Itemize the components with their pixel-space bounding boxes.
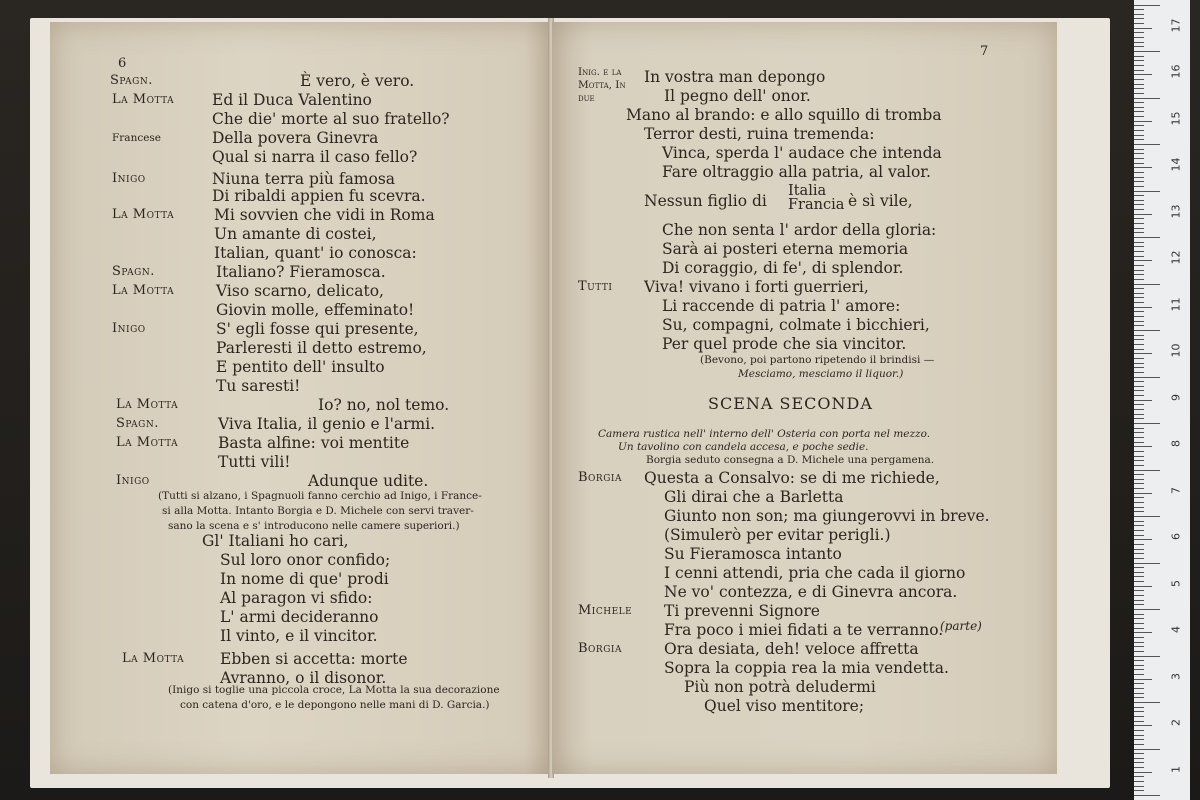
right-page [552, 22, 1057, 774]
verse-line: Ne vo' contezza, e di Ginevra ancora. [664, 583, 958, 601]
verse-line: Mi sovvien che vidi in Roma [214, 206, 435, 224]
ruler-number: 14 [1169, 157, 1183, 172]
speaker-label: Inigo [112, 171, 146, 186]
verse-line: L' armi decideranno [220, 608, 379, 626]
ruler-tick [1134, 125, 1144, 126]
ruler-tick [1134, 702, 1160, 703]
ruler-tick [1134, 325, 1144, 326]
ruler-tick [1134, 139, 1144, 140]
verse-line: I cenni attendi, pria che cada il giorno [664, 564, 966, 582]
ruler-tick [1134, 614, 1144, 615]
ruler-tick [1134, 56, 1144, 57]
ruler-tick [1134, 697, 1144, 698]
speaker-label: Borgia [578, 470, 622, 485]
ruler-tick [1134, 707, 1144, 708]
ruler-tick [1134, 400, 1152, 401]
ruler-tick [1134, 409, 1144, 410]
ruler-tick [1134, 158, 1144, 159]
ruler-tick [1134, 553, 1144, 554]
ruler-tick [1134, 163, 1144, 164]
ruler-tick [1134, 442, 1144, 443]
ruler-tick [1134, 181, 1144, 182]
ruler-tick [1134, 493, 1152, 494]
ruler-tick [1134, 725, 1152, 726]
verse-line: Giunto non son; ma giungerovvi in breve. [664, 507, 990, 525]
verse-line: Fare oltraggio alla patria, al valor. [662, 163, 931, 181]
verse-line: Questa a Consalvo: se di me richiede, [644, 469, 940, 487]
ruler-tick [1134, 18, 1144, 19]
verse-line: Basta alfine: voi mentite [218, 434, 410, 452]
ruler-number: 3 [1169, 672, 1183, 680]
verse-line: Ora desiata, deh! veloce affretta [664, 640, 919, 658]
stage-direction: (Bevono, poi partono ripetendo il brindisi — [700, 354, 935, 366]
ruler-number: 6 [1169, 533, 1183, 540]
verse-line: Li raccende di patria l' amore: [662, 297, 901, 315]
verse-line: Gli dirai che a Barletta [664, 488, 844, 506]
verse-line: Sarà ai posteri eterna memoria [662, 240, 909, 258]
verse-line: Tutti vili! [218, 453, 291, 471]
ruler-tick [1134, 530, 1144, 531]
ruler-number: 1 [1169, 765, 1183, 773]
ruler-tick [1134, 93, 1144, 94]
ruler-number: 16 [1169, 64, 1183, 79]
ruler-tick [1134, 260, 1152, 261]
speaker-label: Borgia [578, 641, 622, 656]
speaker-label: Tutti [578, 279, 613, 294]
ruler-tick [1134, 735, 1144, 736]
ruler-tick [1134, 251, 1144, 252]
stage-direction: con catena d'oro, e le depongono nelle mani di D. Garcia.) [180, 699, 490, 711]
ruler-tick [1134, 302, 1144, 303]
ruler-tick [1134, 749, 1160, 750]
verse-line: Io? no, nol temo. [318, 396, 450, 414]
ruler-tick [1134, 525, 1144, 526]
verse-line: Mano al brando: e allo squillo di tromba [626, 106, 942, 124]
ruler-tick [1134, 60, 1144, 61]
ruler-tick [1134, 716, 1144, 717]
speaker-label: Inigo [112, 321, 146, 336]
ruler-tick [1134, 465, 1144, 466]
ruler-tick [1134, 656, 1160, 657]
ruler-tick [1134, 618, 1144, 619]
ruler-tick [1134, 218, 1144, 219]
ruler-number: 10 [1169, 343, 1183, 358]
ruler-tick [1134, 237, 1160, 238]
speaker-label: La Motta [112, 207, 175, 222]
ruler-tick [1134, 432, 1144, 433]
verse-line: Al paragon vi sfido: [220, 589, 373, 607]
ruler-tick [1134, 674, 1144, 675]
ruler-tick [1134, 200, 1144, 201]
ruler-tick [1134, 223, 1144, 224]
ruler-tick [1134, 214, 1152, 215]
ruler-tick [1134, 451, 1144, 452]
measuring-ruler [1134, 0, 1190, 800]
verse-line: Sul loro onor confido; [220, 551, 391, 569]
ruler-tick [1134, 790, 1144, 791]
ruler-tick [1134, 418, 1144, 419]
ruler-tick [1134, 204, 1144, 205]
verse-line: Viva! vivano i forti guerrieri, [644, 278, 869, 296]
verse-line: Nessun figlio di [644, 192, 767, 210]
ruler-tick [1134, 172, 1144, 173]
ruler-tick [1134, 135, 1144, 136]
ruler-tick [1134, 130, 1144, 131]
ruler-tick [1134, 270, 1144, 271]
verse-line: Di ribaldi appien fu scevra. [212, 187, 426, 205]
ruler-tick [1134, 544, 1144, 545]
ruler-tick [1134, 758, 1144, 759]
ruler-number: 17 [1169, 18, 1183, 32]
ruler-tick [1134, 646, 1144, 647]
ruler-tick [1134, 595, 1144, 596]
ruler-tick [1134, 423, 1160, 424]
verse-line: Che die' morte al suo fratello? [212, 110, 450, 128]
verse-line: Che non senta l' ardor della gloria: [662, 221, 937, 239]
ruler-tick [1134, 153, 1144, 154]
ruler-tick [1134, 37, 1144, 38]
verse-line: è sì vile, [848, 192, 913, 210]
ruler-tick [1134, 293, 1144, 294]
stage-direction: (Tutti si alzano, i Spagnuoli fanno cerchio ad Inigo, i France- [158, 490, 482, 502]
speaker-label: La Motta [112, 92, 175, 107]
ruler-tick [1134, 265, 1144, 266]
ruler-tick [1134, 628, 1144, 629]
ruler-number: 4 [1169, 626, 1183, 633]
ruler-tick [1134, 367, 1144, 368]
ruler-tick [1134, 288, 1144, 289]
stage-direction: (Inigo si toglie una piccola croce, La Motta la sua decorazione [168, 684, 500, 696]
verse-line: Terror desti, ruina tremenda: [644, 125, 875, 143]
verse-line: Vinca, sperda l' audace che intenda [662, 144, 942, 162]
speaker-label: Michele [578, 603, 633, 618]
verse-line: Più non potrà deludermi [684, 678, 876, 696]
ruler-tick [1134, 483, 1144, 484]
verse-line: (Simulerò per evitar perigli.) [664, 526, 891, 544]
verse-line: Niuna terra più famosa [212, 170, 396, 188]
ruler-tick [1134, 353, 1152, 354]
ruler-tick [1134, 786, 1144, 787]
ruler-tick [1134, 683, 1144, 684]
verse-line: Della povera Ginevra [212, 129, 379, 147]
verse-line: Di coraggio, di fe', di splendor. [662, 259, 904, 277]
ruler-tick [1134, 358, 1144, 359]
ruler-tick [1134, 84, 1144, 85]
ruler-tick [1134, 330, 1160, 331]
verse-line: E pentito dell' insulto [216, 358, 385, 376]
verse-line: Fra poco i miei fidati a te verranno. [664, 621, 944, 639]
verse-line: Tu saresti! [216, 377, 301, 395]
ruler-tick [1134, 479, 1144, 480]
ruler-number: 9 [1169, 393, 1183, 401]
ruler-tick [1134, 581, 1144, 582]
speaker-label: La Motta [116, 397, 179, 412]
ruler-tick [1134, 209, 1144, 210]
ruler-tick [1134, 98, 1160, 99]
ruler-tick [1134, 739, 1144, 740]
verse-line: Sopra la coppia rea la mia vendetta. [664, 659, 949, 677]
ruler-number: 7 [1169, 486, 1183, 494]
ruler-tick [1134, 284, 1160, 285]
ruler-tick [1134, 795, 1160, 796]
ruler-tick [1134, 316, 1144, 317]
ruler-number: 5 [1169, 579, 1183, 587]
ruler-tick [1134, 349, 1144, 350]
ruler-tick [1134, 51, 1160, 52]
ruler-tick [1134, 372, 1144, 373]
speaker-label: Inigo [116, 473, 150, 488]
verse-line: Viva Italia, il genio e l'armi. [218, 415, 436, 433]
ruler-tick [1134, 177, 1144, 178]
left-page [50, 22, 550, 774]
ruler-tick [1134, 586, 1152, 587]
ruler-tick [1134, 558, 1144, 559]
verse-line: Ti prevenni Signore [664, 602, 820, 620]
ruler-tick [1134, 381, 1144, 382]
ruler-tick [1134, 549, 1144, 550]
ruler-tick [1134, 111, 1144, 112]
ruler-tick [1134, 609, 1160, 610]
verse-line: Parleresti il detto estremo, [216, 339, 427, 357]
verse-line: Il vinto, e il vincitor. [220, 627, 378, 645]
ruler-tick [1134, 28, 1152, 29]
ruler-tick [1134, 344, 1144, 345]
page-number: 7 [980, 44, 989, 59]
ruler-tick [1134, 88, 1144, 89]
scene-description: Borgia seduto consegna a D. Michele una pergamena. [646, 454, 935, 466]
ruler-tick [1134, 274, 1144, 275]
ruler-tick [1134, 414, 1144, 415]
page-number: 6 [118, 56, 127, 71]
verse-line: Ebben si accetta: morte [220, 650, 408, 668]
ruler-tick [1134, 651, 1144, 652]
ruler-tick [1134, 772, 1152, 773]
speaker-label: due [578, 92, 595, 104]
ruler-number: 15 [1169, 111, 1183, 125]
ruler-tick [1134, 167, 1152, 168]
ruler-tick [1134, 79, 1144, 80]
ruler-tick [1134, 563, 1160, 564]
verse-line: Per quel prode che sia vincitor. [662, 335, 907, 353]
verse-line: Un amante di costei, [214, 225, 377, 243]
ruler-tick [1134, 781, 1144, 782]
ruler-tick [1134, 679, 1152, 680]
ruler-tick [1134, 474, 1144, 475]
stage-direction: si alla Motta. Intanto Borgia e D. Michele con servi traver- [162, 505, 474, 517]
verse-line: Quel viso mentitore; [704, 697, 865, 715]
ruler-tick [1134, 32, 1144, 33]
speaker-label: La Motta [112, 283, 175, 298]
verse-line: Gl' Italiani ho cari, [202, 532, 349, 550]
ruler-tick [1134, 107, 1144, 108]
ruler-tick [1134, 576, 1144, 577]
ruler-tick [1134, 335, 1144, 336]
ruler-tick [1134, 623, 1144, 624]
verse-line: In nome di que' prodi [220, 570, 389, 588]
ruler-tick [1134, 669, 1144, 670]
ruler-tick [1134, 456, 1144, 457]
name-francia: Francia [788, 197, 845, 213]
ruler-tick [1134, 195, 1144, 196]
ruler-tick [1134, 404, 1144, 405]
ruler-tick [1134, 256, 1144, 257]
ruler-tick [1134, 470, 1160, 471]
ruler-tick [1134, 497, 1144, 498]
ruler-tick [1134, 516, 1160, 517]
ruler-tick [1134, 297, 1144, 298]
ruler-number: 12 [1169, 250, 1183, 265]
ruler-tick [1134, 632, 1152, 633]
ruler-tick [1134, 116, 1144, 117]
verse-line: In vostra man depongo [644, 68, 826, 86]
speaker-label: Spagn. [112, 264, 155, 279]
ruler-number: 13 [1169, 204, 1183, 218]
ruler-tick [1134, 776, 1144, 777]
verse-line: Avranno, o il disonor. [220, 669, 387, 687]
ruler-tick [1134, 767, 1144, 768]
speaker-label: Inig. e la [578, 66, 622, 78]
ruler-tick [1134, 5, 1160, 6]
ruler-number: 11 [1169, 297, 1183, 311]
ruler-tick [1134, 521, 1144, 522]
alternating-names [788, 184, 844, 212]
speaker-label: Francese [112, 132, 162, 144]
ruler-tick [1134, 507, 1144, 508]
speaker-label: Spagn. [110, 73, 153, 88]
ruler-tick [1134, 65, 1144, 66]
ruler-tick [1134, 660, 1144, 661]
ruler-tick [1134, 488, 1144, 489]
ruler-tick [1134, 121, 1152, 122]
ruler-tick [1134, 14, 1144, 15]
ruler-number: 8 [1169, 440, 1183, 447]
ruler-tick [1134, 711, 1144, 712]
ruler-tick [1134, 590, 1144, 591]
ruler-tick [1134, 428, 1144, 429]
ruler-tick [1134, 232, 1144, 233]
stage-direction: sano la scena e s' introducono nelle camere superiori.) [168, 520, 460, 532]
ruler-tick [1134, 744, 1144, 745]
ruler-tick [1134, 42, 1144, 43]
ruler-tick [1134, 688, 1144, 689]
speaker-label: La Motta [116, 435, 179, 450]
verse-line: Su, compagni, colmate i bicchieri, [662, 316, 930, 334]
ruler-tick [1134, 311, 1144, 312]
ruler-tick [1134, 9, 1144, 10]
ruler-tick [1134, 446, 1152, 447]
verse-line: S' egli fosse qui presente, [216, 320, 419, 338]
ruler-number: 2 [1169, 719, 1183, 726]
ruler-tick [1134, 395, 1144, 396]
verse-line: Giovin molle, effeminato! [216, 301, 415, 319]
speaker-label: Spagn. [116, 416, 159, 431]
ruler-tick [1134, 437, 1144, 438]
stage-direction: (parte) [940, 619, 982, 633]
name-italia: Italia [788, 183, 827, 199]
ruler-tick [1134, 460, 1144, 461]
ruler-tick [1134, 753, 1144, 754]
ruler-tick [1134, 637, 1144, 638]
ruler-tick [1134, 642, 1144, 643]
ruler-tick [1134, 186, 1144, 187]
ruler-tick [1134, 102, 1144, 103]
scene-description: Un tavolino con candela accesa, e poche sedie. [618, 441, 869, 453]
ruler-tick [1134, 191, 1160, 192]
ruler-tick [1134, 567, 1144, 568]
ruler-tick [1134, 535, 1144, 536]
verse-line: Italian, quant' io conosca: [214, 244, 417, 262]
verse-line: Qual si narra il caso fello? [212, 148, 418, 166]
ruler-tick [1134, 46, 1144, 47]
ruler-tick [1134, 228, 1144, 229]
ruler-tick [1134, 149, 1144, 150]
ruler-tick [1134, 730, 1144, 731]
ruler-tick [1134, 693, 1144, 694]
verse-line: Italiano? Fieramosca. [216, 263, 386, 281]
stage-direction: Mesciamo, mesciamo il liquor.) [738, 368, 904, 380]
ruler-tick [1134, 721, 1144, 722]
ruler-tick [1134, 279, 1144, 280]
scene-description: Camera rustica nell' interno dell' Osteria con porta nel mezzo. [598, 428, 931, 440]
ruler-tick [1134, 539, 1152, 540]
ruler-tick [1134, 307, 1152, 308]
ruler-tick [1134, 144, 1160, 145]
ruler-tick [1134, 339, 1144, 340]
verse-line: È vero, è vero. [300, 72, 415, 90]
verse-line: Su Fieramosca intanto [664, 545, 842, 563]
ruler-tick [1134, 246, 1144, 247]
ruler-tick [1134, 762, 1144, 763]
speaker-label: Motta, In [578, 79, 626, 91]
ruler-tick [1134, 70, 1144, 71]
verse-line: Il pegno dell' onor. [664, 87, 811, 105]
ruler-tick [1134, 377, 1160, 378]
ruler-tick [1134, 363, 1144, 364]
scene-title: SCENA SECONDA [708, 394, 873, 413]
ruler-tick [1134, 74, 1152, 75]
verse-line: Adunque udite. [308, 472, 429, 490]
ruler-tick [1134, 572, 1144, 573]
ruler-tick [1134, 604, 1144, 605]
ruler-tick [1134, 23, 1144, 24]
ruler-tick [1134, 511, 1144, 512]
ruler-tick [1134, 386, 1144, 387]
verse-line: Ed il Duca Valentino [212, 91, 372, 109]
verse-line: Viso scarno, delicato, [216, 282, 384, 300]
ruler-tick [1134, 321, 1144, 322]
ruler-tick [1134, 665, 1144, 666]
ruler-tick [1134, 242, 1144, 243]
ruler-tick [1134, 600, 1144, 601]
speaker-label: La Motta [122, 651, 185, 666]
ruler-tick [1134, 502, 1144, 503]
ruler-tick [1134, 390, 1144, 391]
